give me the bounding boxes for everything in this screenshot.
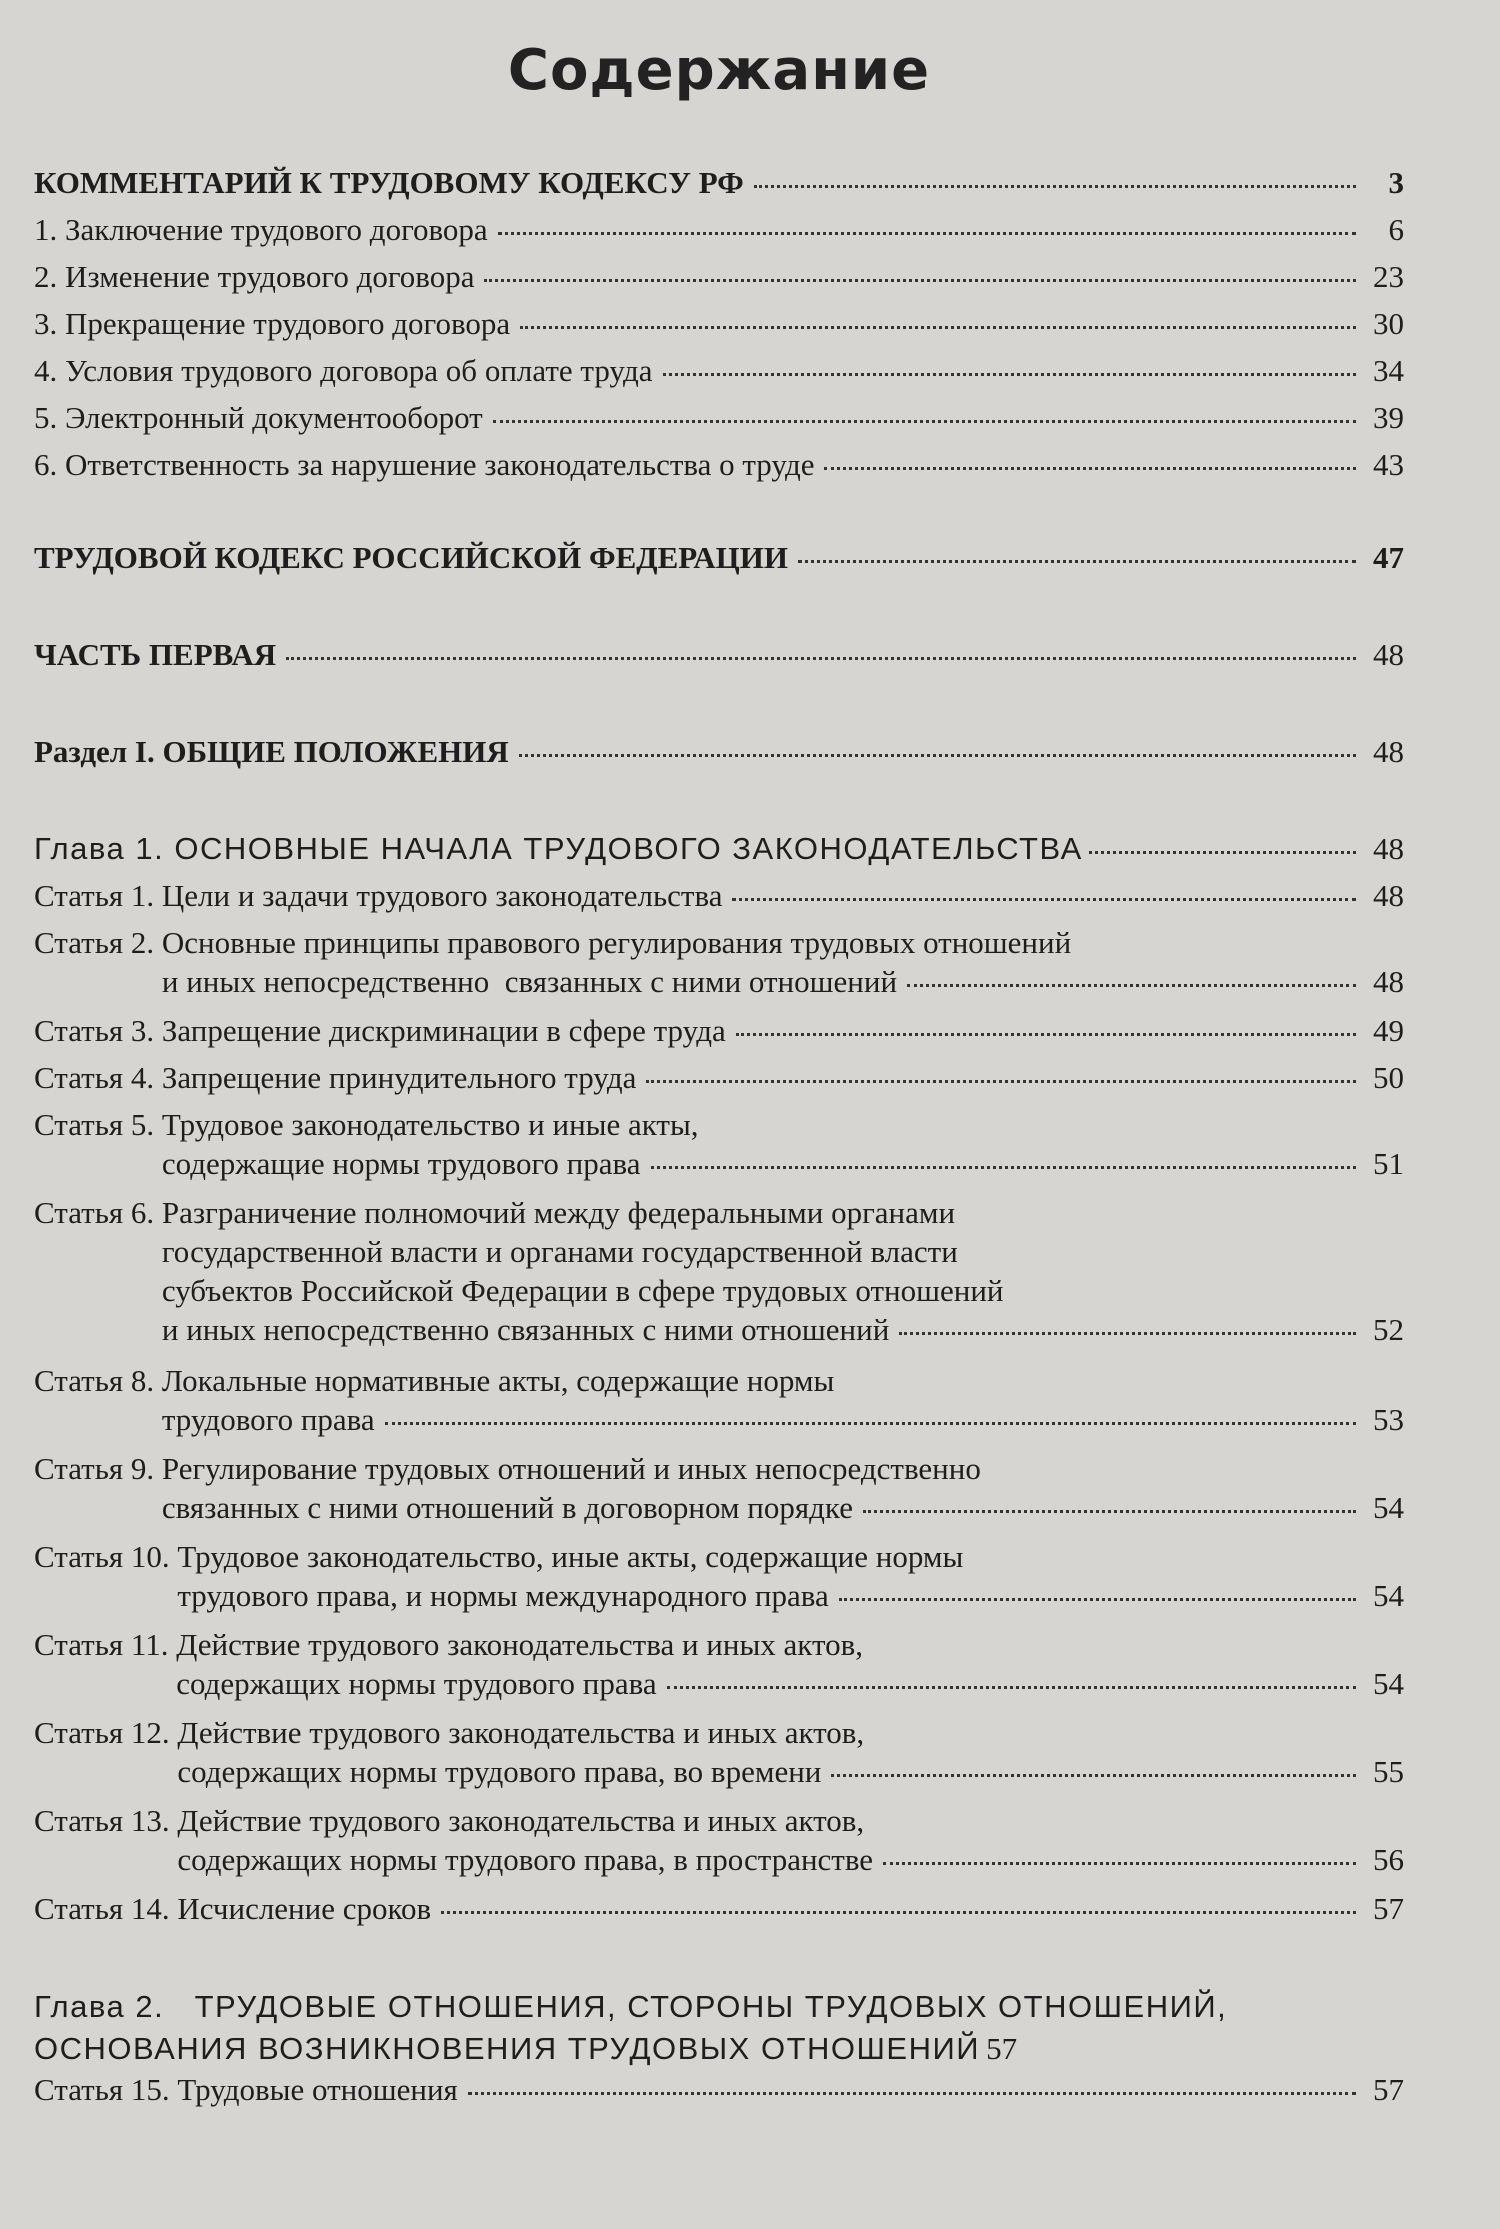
page-number: 47 <box>1373 540 1404 575</box>
leader-dots <box>441 1911 1356 1914</box>
article-last-line <box>162 962 1404 1001</box>
space <box>170 1801 178 1879</box>
article-label: Статья 8. <box>34 1363 155 1398</box>
article-title-line: и иных непосредственно связанных с ними отношений <box>161 1312 890 1347</box>
article-title <box>162 876 1404 915</box>
space <box>164 829 174 868</box>
chapter-2-articles <box>34 2070 1404 2117</box>
toc-article[interactable] <box>34 876 1404 923</box>
article-wrap <box>34 1361 1404 1439</box>
toc-article[interactable] <box>34 1105 1404 1193</box>
spacer <box>34 682 1404 732</box>
commentary-items <box>34 210 1404 492</box>
article-title <box>162 1058 1404 1097</box>
article-wrap <box>34 1011 1404 1050</box>
toc-article[interactable] <box>34 2070 1404 2117</box>
article-label: Статья 11. <box>34 1627 169 1662</box>
spacer <box>34 1936 1404 1986</box>
toc-article[interactable] <box>34 1361 1404 1449</box>
article-title <box>177 1537 1404 1615</box>
toc-article[interactable] <box>34 1058 1404 1105</box>
article-wrap <box>34 1193 1404 1349</box>
article-wrap <box>34 1105 1404 1183</box>
article-wrap <box>34 1058 1404 1097</box>
article-wrap <box>34 1889 1404 1928</box>
article-label: Статья 12. <box>34 1715 170 1750</box>
leader-dots <box>667 1686 1356 1689</box>
toc-item[interactable] <box>34 351 1404 398</box>
toc-heading-section-one[interactable] <box>34 732 1404 779</box>
article-label: Статья 9. <box>34 1451 155 1486</box>
article-title-line: трудового права, и нормы международного права <box>177 1578 829 1613</box>
chapter-prefix: Глава 2. <box>34 1989 165 2024</box>
chapter-title-line-2 <box>34 2028 1404 2070</box>
page-number: 3 <box>1388 165 1404 200</box>
article-last-line <box>177 1889 1404 1928</box>
article-last-line <box>177 1576 1404 1615</box>
article-title <box>177 1889 1404 1928</box>
article-title-line: Трудовое законодательство и иные акты, <box>161 1107 699 1142</box>
leader-dots <box>468 2092 1356 2095</box>
article-title-line: содержащих нормы трудового права <box>176 1666 657 1701</box>
space <box>170 1713 178 1791</box>
page-number: 54 <box>1373 1490 1404 1525</box>
page-number: 39 <box>1373 400 1404 435</box>
toc-heading-text: ТРУДОВОЙ КОДЕКС РОССИЙСКОЙ ФЕДЕРАЦИИ <box>34 540 788 575</box>
page-number: 53 <box>1373 1402 1404 1437</box>
leader-dots <box>863 1510 1356 1513</box>
toc-item-text: 1. Заключение трудового договора <box>34 212 488 247</box>
leader-dots <box>831 1774 1356 1777</box>
article-title <box>177 1713 1404 1791</box>
article-title-line: содержащие нормы трудового права <box>161 1146 641 1181</box>
space <box>170 1537 178 1615</box>
toc-article[interactable] <box>34 1449 1404 1537</box>
page-number: 54 <box>1373 1666 1404 1701</box>
article-last-line <box>162 876 1404 915</box>
leader-dots <box>839 1598 1356 1601</box>
article-label: Статья 14. <box>34 1891 170 1926</box>
space <box>154 1105 162 1183</box>
page-number: 56 <box>1373 1842 1404 1877</box>
article-title-line: Локальные нормативные акты, содержащие нормы <box>161 1363 835 1398</box>
chapter-title-line2: ОСНОВАНИЯ ВОЗНИКНОВЕНИЯ ТРУДОВЫХ ОТНОШЕНИЙ <box>34 2031 981 2066</box>
toc-item-text: 4. Условия трудового договора об оплате труда <box>34 353 653 388</box>
space <box>168 1625 176 1703</box>
table-of-contents <box>34 163 1404 2117</box>
page-number: 43 <box>1373 447 1404 482</box>
toc-item-text: 2. Изменение трудового договора <box>34 259 475 294</box>
article-title <box>162 1105 1404 1183</box>
toc-article[interactable] <box>34 1193 1404 1361</box>
space <box>155 732 163 771</box>
article-label: Статья 5. <box>34 1107 155 1142</box>
article-title-line: содержащих нормы трудового права, в пространстве <box>177 1842 874 1877</box>
toc-chapter-2[interactable] <box>34 1986 1404 2070</box>
spacer <box>34 492 1404 538</box>
article-title-line: Действие трудового законодательства и иных актов, <box>176 1627 863 1662</box>
toc-heading-text: ОБЩИЕ ПОЛОЖЕНИЯ <box>162 734 509 769</box>
toc-article[interactable] <box>34 1713 1404 1801</box>
spacer <box>34 585 1404 635</box>
article-label: Статья 3. <box>34 1013 155 1048</box>
toc-item[interactable] <box>34 210 1404 257</box>
leader-dots <box>493 420 1356 423</box>
page-number: 49 <box>1373 1013 1404 1048</box>
leader-dots <box>498 232 1356 235</box>
article-title <box>162 1361 1404 1439</box>
page-number: 51 <box>1373 1146 1404 1181</box>
toc-heading-text: ЧАСТЬ ПЕРВАЯ <box>34 637 277 672</box>
article-title-line: Регулирование трудовых отношений и иных непосредственно <box>161 1451 981 1486</box>
leader-dots <box>663 373 1357 376</box>
section-prefix: Раздел I. <box>34 734 155 769</box>
article-title-line: содержащих нормы трудового права, во времени <box>177 1754 822 1789</box>
article-title-line: Исчисление сроков <box>177 1891 432 1926</box>
article-title-line: связанных с ними отношений в договорном порядке <box>161 1490 853 1525</box>
article-wrap <box>34 1537 1404 1615</box>
article-title-line: трудового права <box>161 1402 375 1437</box>
chapter-prefix: Глава 1. <box>34 831 165 866</box>
chapter-1-articles <box>34 876 1404 1936</box>
page-number: 48 <box>1373 734 1404 769</box>
page-number: 52 <box>1373 1312 1404 1347</box>
space <box>154 1449 162 1527</box>
toc-item-text: 3. Прекращение трудового договора <box>34 306 511 341</box>
article-title-line: Трудовые отношения <box>177 2072 458 2107</box>
leader-dots <box>824 467 1356 470</box>
leader-dots <box>883 1862 1356 1865</box>
toc-article[interactable] <box>34 1889 1404 1936</box>
article-title-line: Действие трудового законодательства и иных актов, <box>177 1715 865 1750</box>
toc-heading-commentary[interactable] <box>34 163 1404 210</box>
article-title <box>177 1801 1404 1879</box>
page-number: 23 <box>1373 259 1404 294</box>
article-title-line: Трудовое законодательство, иные акты, содержащие нормы <box>177 1539 964 1574</box>
article-last-line <box>162 1488 1404 1527</box>
space <box>154 1193 162 1349</box>
space <box>170 1889 178 1928</box>
page-number: 57 <box>986 2031 1018 2066</box>
article-title-line: субъектов Российской Федерации в сфере трудовых отношений <box>161 1273 1004 1308</box>
space <box>154 923 162 1001</box>
page-number: 48 <box>1373 831 1404 866</box>
space <box>154 1361 162 1439</box>
toc-item[interactable] <box>34 398 1404 445</box>
article-title-line: Разграничение полномочий между федеральными органами <box>161 1195 956 1230</box>
article-wrap <box>34 876 1404 915</box>
article-label: Статья 13. <box>34 1803 170 1838</box>
leader-dots <box>907 984 1356 987</box>
article-last-line <box>162 1011 1404 1050</box>
page-number: 48 <box>1373 878 1404 913</box>
leader-dots <box>519 754 1356 757</box>
article-label: Статья 10. <box>34 1539 170 1574</box>
spacer <box>34 779 1404 829</box>
article-last-line <box>162 1310 1404 1349</box>
article-label: Статья 6. <box>34 1195 155 1230</box>
article-title <box>162 923 1404 1001</box>
leader-dots <box>754 185 1356 188</box>
toc-heading-labor-code[interactable] <box>34 538 1404 585</box>
page-number: 48 <box>1373 964 1404 999</box>
page-number: 50 <box>1373 1060 1404 1095</box>
article-label: Статья 1. <box>34 878 155 913</box>
chapter-title-line1: ТРУДОВЫЕ ОТНОШЕНИЯ, СТОРОНЫ ТРУДОВЫХ ОТНОШЕНИЙ, <box>194 1989 1228 2024</box>
article-last-line <box>162 1058 1404 1097</box>
article-title <box>176 1625 1404 1703</box>
page-number: 6 <box>1388 212 1404 247</box>
leader-dots <box>736 1033 1356 1036</box>
toc-heading-part-one[interactable] <box>34 635 1404 682</box>
leader-dots <box>899 1332 1356 1335</box>
article-last-line <box>177 2070 1404 2109</box>
space <box>174 1989 184 2024</box>
page-number: 48 <box>1373 637 1404 672</box>
article-title <box>162 1011 1404 1050</box>
article-wrap <box>34 2070 1404 2109</box>
leader-dots <box>798 560 1356 563</box>
article-title-line: и иных непосредственно связанных с ними отношений <box>161 964 898 999</box>
article-title-line: государственной власти и органами государственной власти <box>161 1234 958 1269</box>
article-title-line: Запрещение принудительного труда <box>161 1060 637 1095</box>
article-title <box>162 1449 1404 1527</box>
leader-dots <box>286 657 1356 660</box>
article-label: Статья 4. <box>34 1060 155 1095</box>
article-last-line <box>177 1752 1404 1791</box>
article-title-line: Запрещение дискриминации в сфере труда <box>161 1013 726 1048</box>
chapter-title: ОСНОВНЫЕ НАЧАЛА ТРУДОВОГО ЗАКОНОДАТЕЛЬСТВА <box>174 831 1083 866</box>
page-number: 57 <box>1373 2072 1404 2107</box>
page-number: 54 <box>1373 1578 1404 1613</box>
article-wrap <box>34 1449 1404 1527</box>
space <box>154 1011 162 1050</box>
leader-dots <box>484 279 1356 282</box>
toc-article[interactable] <box>34 1011 1404 1058</box>
article-wrap <box>34 1801 1404 1879</box>
leader-dots <box>732 898 1356 901</box>
leader-dots <box>385 1422 1356 1425</box>
toc-article[interactable] <box>34 1801 1404 1889</box>
article-title-line: Основные принципы правового регулирования трудовых отношений <box>161 925 1072 960</box>
article-label: Статья 2. <box>34 925 155 960</box>
article-label: Статья 15. <box>34 2072 170 2107</box>
toc-item-text: 6. Ответственность за нарушение законодательства о труде <box>34 447 815 482</box>
toc-article[interactable] <box>34 923 1404 1011</box>
toc-item[interactable] <box>34 304 1404 351</box>
leader-dots <box>1089 851 1356 854</box>
article-wrap <box>34 1713 1404 1791</box>
space <box>170 2070 178 2109</box>
page-title: Содержание <box>507 38 931 103</box>
toc-chapter-1[interactable] <box>34 829 1404 876</box>
article-last-line <box>162 1144 1404 1183</box>
toc-item[interactable] <box>34 445 1404 492</box>
article-wrap <box>34 1625 1404 1703</box>
article-last-line <box>177 1840 1404 1879</box>
space <box>154 1058 162 1097</box>
toc-article[interactable] <box>34 1625 1404 1713</box>
toc-item-text: 5. Электронный документооборот <box>34 400 483 435</box>
article-wrap <box>34 923 1404 1001</box>
leader-dots <box>651 1166 1356 1169</box>
toc-heading-text: КОММЕНТАРИЙ К ТРУДОВОМУ КОДЕКСУ РФ <box>34 165 744 200</box>
space <box>154 876 162 915</box>
article-last-line <box>176 1664 1404 1703</box>
page-number: 57 <box>1373 1891 1404 1926</box>
article-title-line: Цели и задачи трудового законодательства <box>161 878 723 913</box>
article-title <box>177 2070 1404 2109</box>
leader-dots <box>520 326 1356 329</box>
toc-article[interactable] <box>34 1537 1404 1625</box>
toc-item[interactable] <box>34 257 1404 304</box>
article-title <box>162 1193 1404 1349</box>
leader-dots <box>646 1080 1356 1083</box>
page-number: 34 <box>1373 353 1404 388</box>
page-number: 55 <box>1373 1754 1404 1789</box>
chapter-title-line-1 <box>34 1986 1404 2028</box>
page-number: 30 <box>1373 306 1404 341</box>
article-title-line: Действие трудового законодательства и иных актов, <box>177 1803 865 1838</box>
article-last-line <box>162 1400 1404 1439</box>
